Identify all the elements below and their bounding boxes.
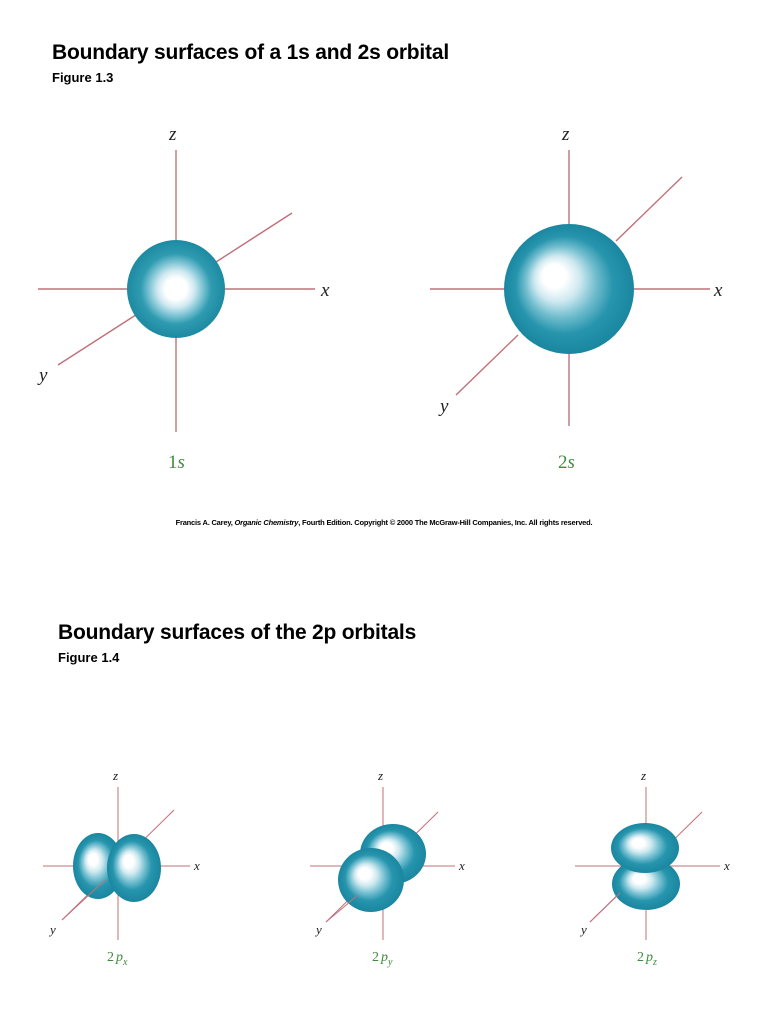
z-axis-label: z <box>562 124 570 145</box>
z-axis-label: z <box>169 124 177 145</box>
orbital-1s-sphere <box>127 240 225 338</box>
z-axis-label: z <box>641 768 647 783</box>
y-axis-back <box>616 177 682 241</box>
orbital-2pz-label: 2 $p_z$ <box>637 950 657 968</box>
y-axis-label: y <box>39 365 48 386</box>
x-axis-label: x <box>459 858 465 873</box>
orbital-2py-label: 2 $p_y$ <box>372 950 393 968</box>
y-axis-front <box>590 893 620 922</box>
x-axis-label: x <box>194 858 200 873</box>
orbital-2pz-figure <box>575 768 730 968</box>
orbital-2px-figure <box>43 768 200 968</box>
z-axis-label: z <box>378 768 384 783</box>
z-axis-label: z <box>113 768 119 783</box>
orbital-2py-figure <box>310 768 465 968</box>
orbital-2px-lobe-right <box>107 834 161 902</box>
copyright-credit: Francis A. Carey, Organic Chemistry, Fourth Edition. Copyright © 2000 The McGraw-Hill Companies, Inc. All rights reserved. <box>175 518 593 527</box>
orbital-2s-sphere <box>504 224 634 354</box>
section2-figure-number: Figure 1.4 <box>58 650 120 665</box>
y-axis-label: y <box>581 922 587 937</box>
x-axis-label: x <box>724 858 730 873</box>
x-axis-label: x <box>321 280 330 301</box>
orbital-2s-label: 2s <box>558 452 575 473</box>
orbital-1s-label: 1s <box>168 452 185 473</box>
y-axis-label: y <box>50 922 56 937</box>
y-axis <box>456 335 518 395</box>
orbital-1s-figure <box>37 124 330 473</box>
section1-figure-number: Figure 1.3 <box>52 70 114 85</box>
section1-title: Boundary surfaces of a 1s and 2s orbital <box>52 41 449 64</box>
orbital-2px-label: 2 $p_x$ <box>107 950 128 968</box>
y-axis <box>58 311 142 365</box>
x-axis-label: x <box>714 280 723 301</box>
orbital-2py-lobe-front <box>338 848 404 912</box>
y-axis-label: y <box>440 396 449 417</box>
orbital-2s-figure <box>430 124 723 473</box>
y-axis-label: y <box>316 922 322 937</box>
section2-title: Boundary surfaces of the 2p orbitals <box>58 621 417 644</box>
y-axis-front <box>326 895 358 922</box>
y-axis-back <box>216 213 292 262</box>
orbital-2pz-lobe-upper <box>611 823 679 873</box>
